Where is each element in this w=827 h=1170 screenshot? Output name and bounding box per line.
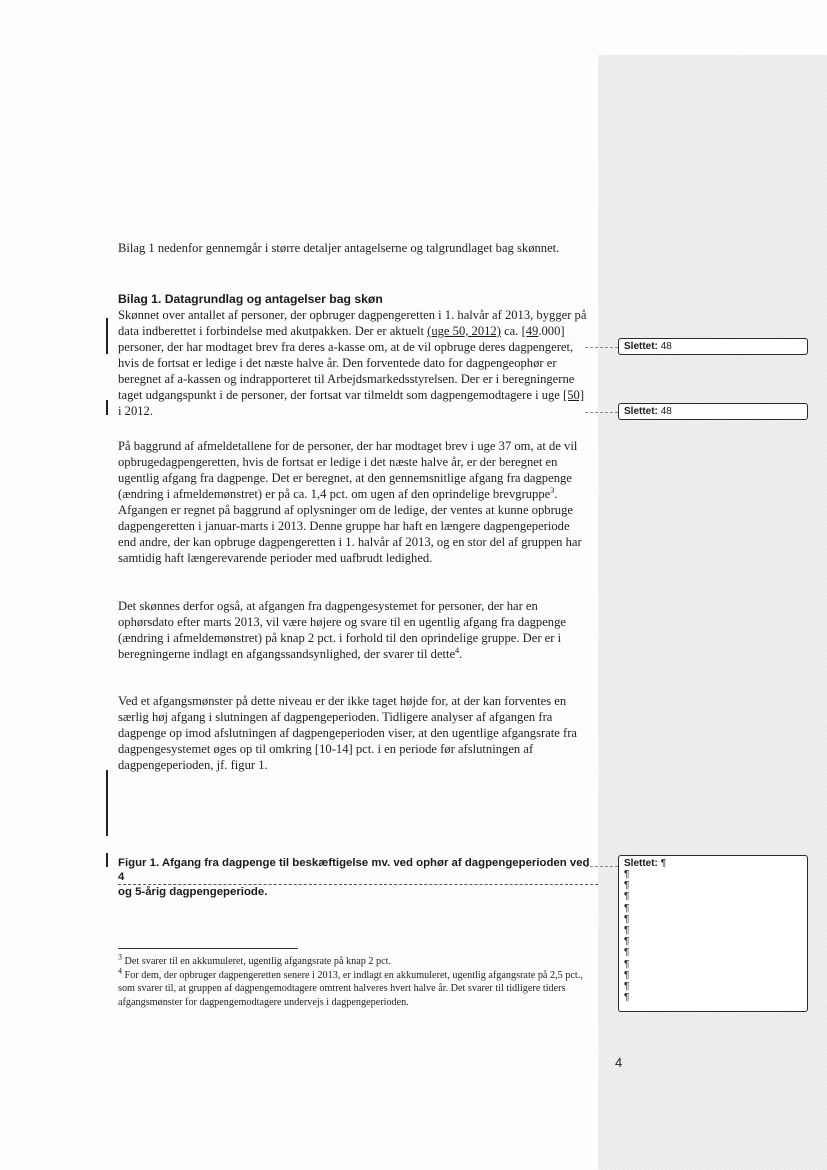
balloon-value: 48 xyxy=(660,406,672,417)
deletion-balloon[interactable] xyxy=(618,855,808,1012)
text-run: . Afgangen er regnet på baggrund af oplysninger om de ledige, der ventes at kunne opbruge dagpengeretten i januar-marts i 2013. Denne gruppe har haft en længere dagpengeperiode end andre, der kan opbruge dagpengeretten i 1. halvår af 2013, og en stor del af gruppen har samtidig haft længerevarende perioder med uafbrudt ledighed. xyxy=(118,487,582,565)
text-run: i 2012. xyxy=(118,404,153,418)
footnotes xyxy=(118,952,588,1009)
comment-connector xyxy=(585,866,618,867)
footnote-separator xyxy=(118,948,298,949)
paragraph-1 xyxy=(118,307,588,419)
footnote-number: 4 xyxy=(118,966,122,976)
deletion-balloon[interactable] xyxy=(618,403,808,420)
caption-line-2: og 5-årig dagpengeperiode. xyxy=(118,886,268,898)
paragraph-3 xyxy=(118,598,588,662)
balloon-label: Slettet: xyxy=(624,341,658,352)
inserted-text: (uge 50, 2012) xyxy=(427,324,501,338)
footnote-text: For dem, der opbruger dagpengeretten senere i 2013, er indlagt en akkumuleret, ugentlig afgangsrate på 2,5 pct., som svarer til, at gruppen af dagpengemodtagere omtrent halveres hvert halve år. Det svarer til tidligere tiders afgangsmønster for dagpengemodtagere undervejs i dagpengeperioden. xyxy=(118,969,583,1008)
change-bar xyxy=(106,770,108,836)
text-run: personer, der har modtaget brev fra deres a-kasse om, at de vil opbruge deres dagpengeret, hvis de fortsat er ledige i det næste halve år. Den forventede dato for dagpengeophør er beregnet af a-kassen og indrapporteret til Arbejdsmarkedsstyrelsen. Der er i beregningerne taget udgangspunkt i de personer, der fortsat var tilmeldt som dagpengemodtagere i uge xyxy=(118,340,575,402)
change-bar xyxy=(106,400,108,415)
pilcrow-mark: ¶ xyxy=(624,936,630,948)
text-run: .000] xyxy=(538,324,565,338)
inserted-text: [49 xyxy=(521,324,539,338)
footnote-number: 3 xyxy=(118,952,122,962)
pilcrow-mark: ¶ xyxy=(624,925,630,937)
pilcrow-mark: ¶ xyxy=(624,869,630,880)
balloon-value: 48 xyxy=(660,341,672,352)
deletion-balloon[interactable] xyxy=(618,338,808,355)
text-run: På baggrund af afmeldetallene for de personer, der har modtaget brev i uge 37 om, at de vil opbrugedagpengeretten, hvis de fortsat er ledige i det næste halve år, er der beregnet en ugentlig afgang fra dagpenge. Det er beregnet, at den gennemsnitlige afgang fra dagpenge (ændring i afmeldemønstret) er på ca. 1,4 pct. om ugen af den oprindelige brevgruppe xyxy=(118,439,578,501)
balloon-value: ¶ xyxy=(660,858,667,869)
page-number: 4 xyxy=(615,1055,623,1070)
paragraph-2 xyxy=(118,438,588,566)
comment-connector xyxy=(585,412,618,413)
pilcrow-mark: ¶ xyxy=(624,947,630,959)
text-run: ca. xyxy=(500,324,522,338)
footnote-4 xyxy=(118,966,588,1010)
balloon-label: Slettet: xyxy=(624,858,658,869)
text-run: Skønnet over antallet af personer, der opbruger dagpengeretten i 1. halvår af 2013, bygger på data indberettet i forbindelse med akutpakken. Der er aktuelt xyxy=(118,308,587,338)
pilcrow-mark: ¶ xyxy=(624,981,630,993)
figure-caption xyxy=(118,856,598,899)
footnote-text: Det svarer til en akkumuleret, ugentlig afgangsrate på knap 2 pct. xyxy=(124,956,392,967)
pilcrow-mark: ¶ xyxy=(624,958,630,970)
section-heading: Bilag 1. Datagrundlag og antagelser bag skøn xyxy=(118,292,383,306)
pilcrow-mark: ¶ xyxy=(624,902,630,914)
pilcrow-mark: ¶ xyxy=(624,880,630,892)
text-run: Det skønnes derfor også, at afgangen fra dagpengesystemet for personer, der har en ophørsdato efter marts 2013, vil være højere og svare til en ugentlig afgang fra dagpenge (ændring i afmeldemønstret) på knap 2 pct. i forhold til den oprindelige gruppe. Der er i beregningerne indlagt en afgangssandsynlighed, der svarer til dette xyxy=(118,599,566,661)
caption-line-1: Figur 1. Afgang fra dagpenge til beskæftigelse mv. ved ophør af dagpengeperioden ved 4 xyxy=(118,856,598,885)
footnote-ref[interactable]: 4 xyxy=(455,645,460,655)
text-run: . xyxy=(459,647,463,661)
footnote-3 xyxy=(118,952,588,969)
footnote-ref[interactable]: 3 xyxy=(550,485,555,495)
paragraph-4: Ved et afgangsmønster på dette niveau er der ikke taget højde for, at der kan forventes en særlig høj afgang i slutningen af dagpengeperioden. Tidligere analyser af afgangen fra dagpenge op imod afslutningen af dagpengeperioden viser, at den ugentlige afgangsrate fra dagpengesystemet øges op til omkring [10-14] pct. i en periode før afslutningen af dagpengeperioden, jf. figur 1. xyxy=(118,694,577,772)
pilcrow-mark: ¶ xyxy=(624,992,630,1004)
inserted-text: [50] xyxy=(563,388,585,402)
comment-connector xyxy=(585,347,618,348)
pilcrow-mark: ¶ xyxy=(624,913,630,925)
pilcrow-mark: ¶ xyxy=(624,891,630,903)
change-bar xyxy=(106,853,108,867)
pilcrow-mark: ¶ xyxy=(624,969,630,981)
intro-paragraph: Bilag 1 nedenfor gennemgår i større detaljer antagelserne og talgrundlaget bag skønnet. xyxy=(118,241,560,255)
balloon-label: Slettet: xyxy=(624,406,658,417)
change-bar xyxy=(106,318,108,354)
